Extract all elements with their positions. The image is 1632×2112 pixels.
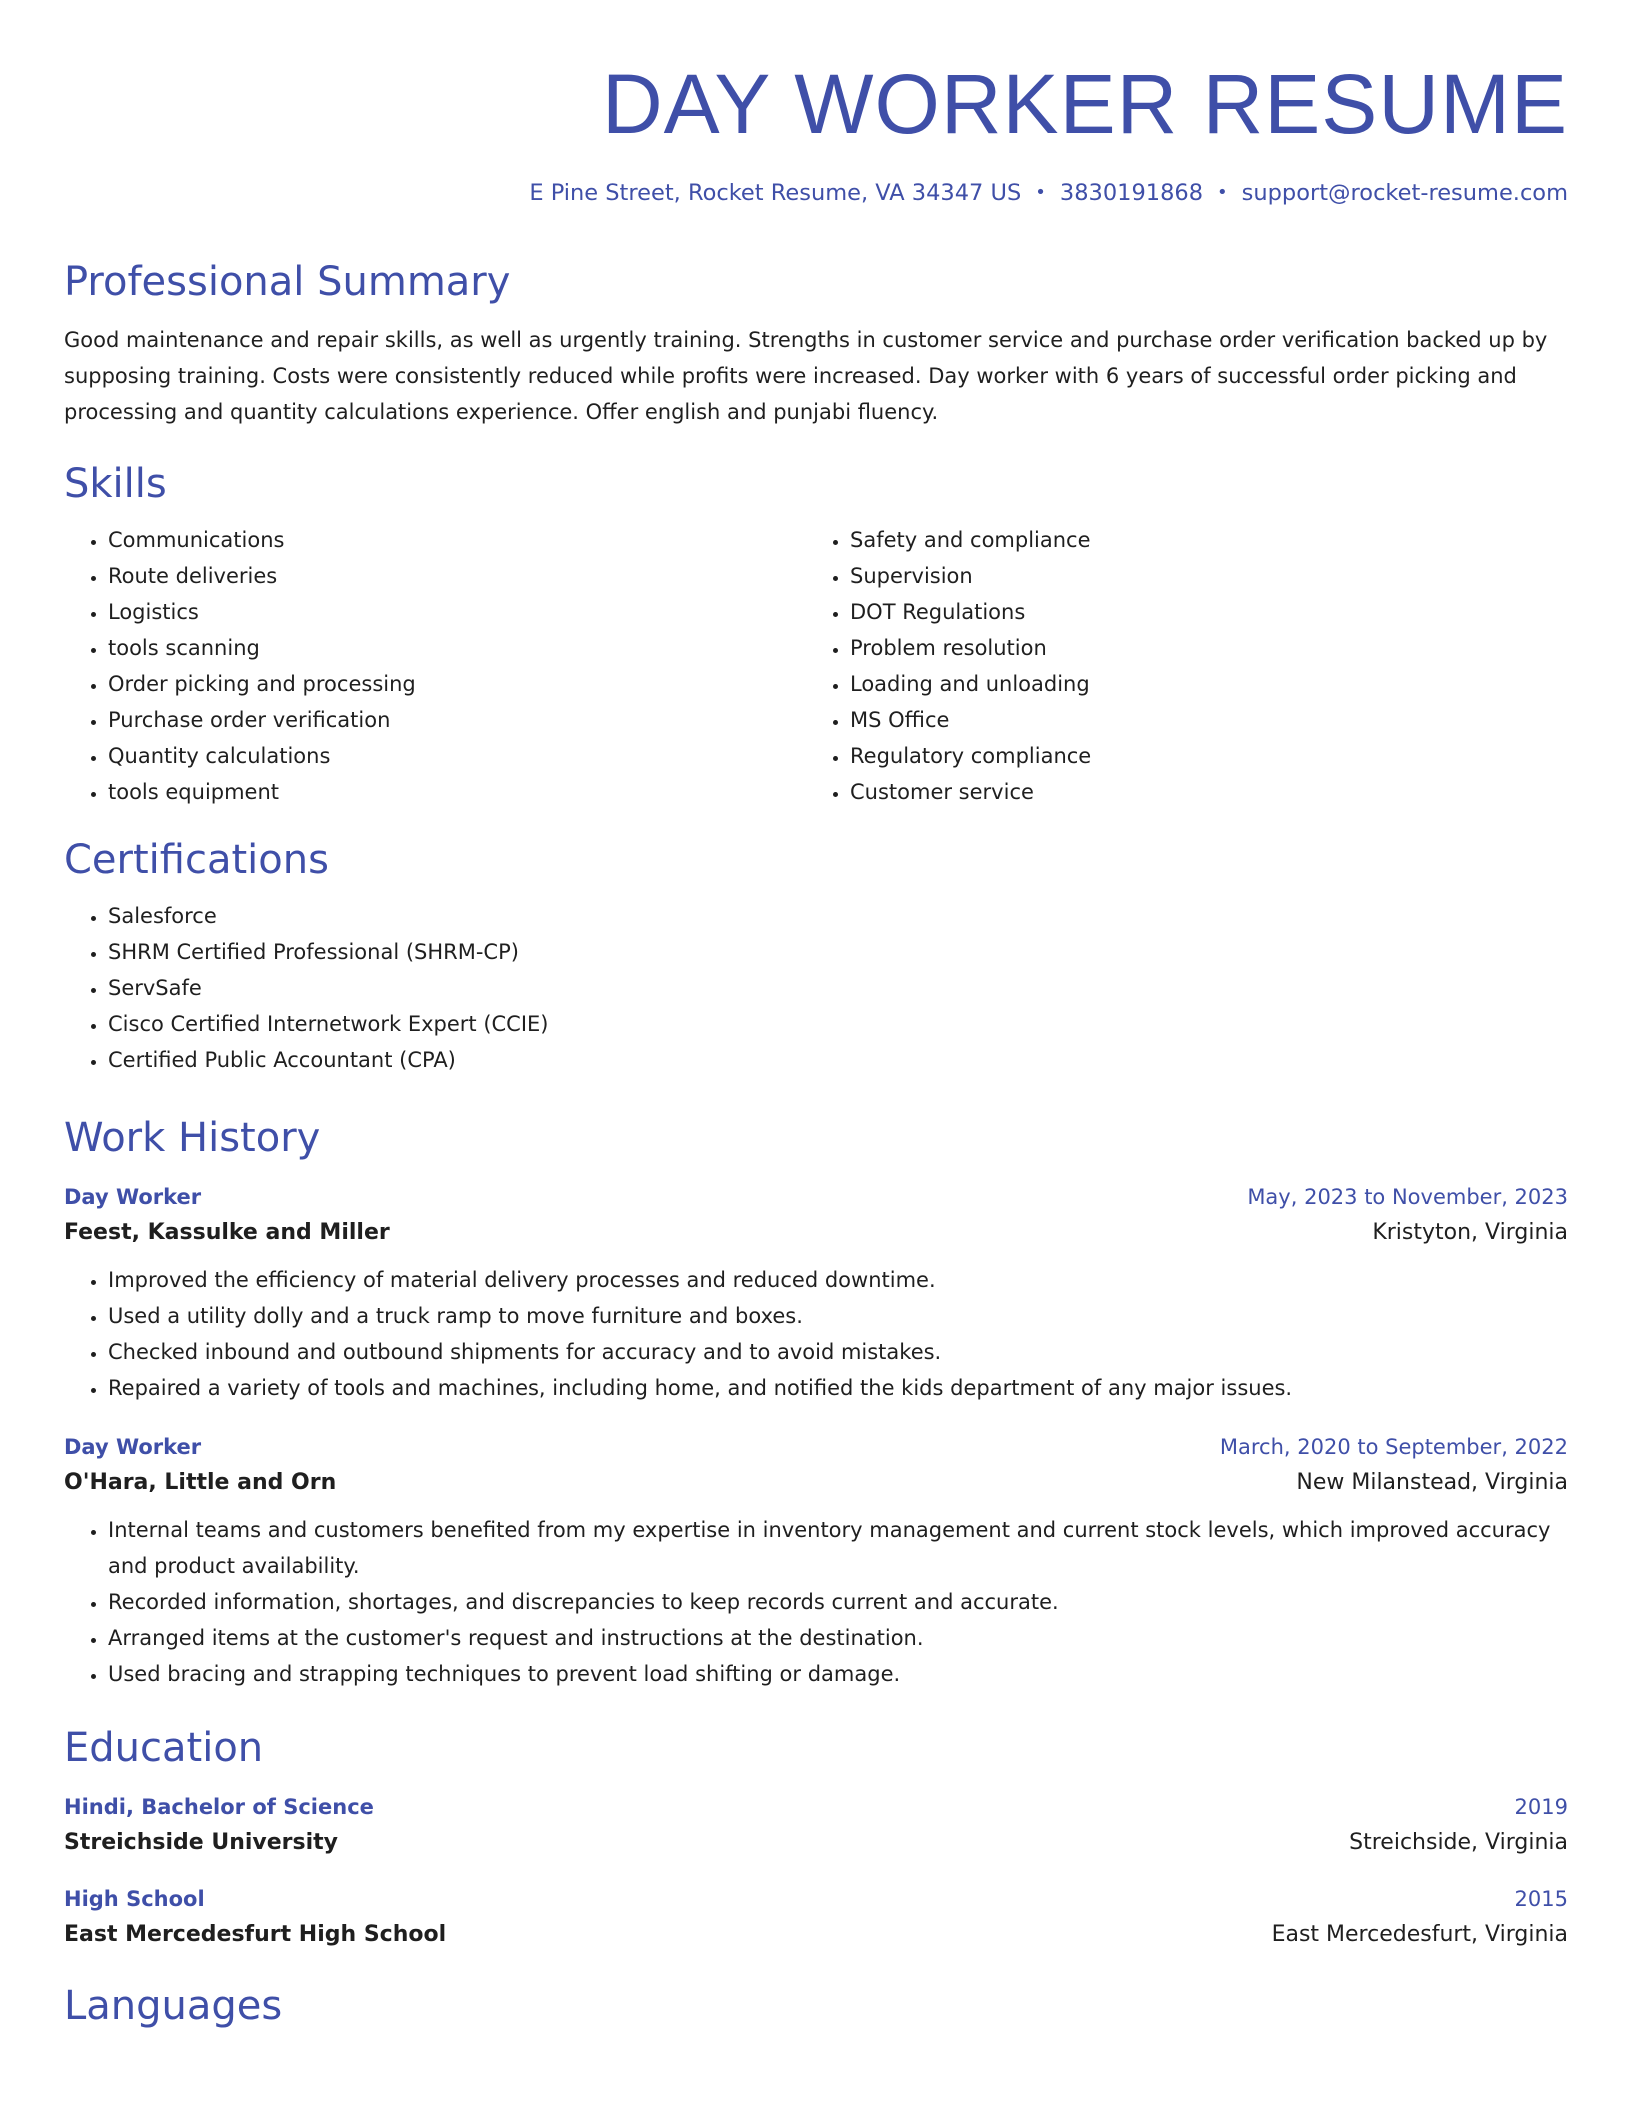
skill-item: • Regulatory compliance xyxy=(850,738,1548,774)
skill-item: • MS Office xyxy=(850,702,1548,738)
job-company: Feest, Kassulke and Miller xyxy=(64,1220,390,1245)
job-bullet: • Improved the efficiency of material delivery processes and reduced downtime. xyxy=(108,1262,1568,1298)
job-bullet: • Recorded information, shortages, and discrepancies to keep records current and accurate. xyxy=(108,1584,1568,1620)
job-bullet: • Used a utility dolly and a truck ramp to move furniture and boxes. xyxy=(108,1298,1568,1334)
summary-heading: Professional Summary xyxy=(64,259,511,305)
skill-item: • Purchase order verification xyxy=(108,702,806,738)
education-location: East Mercedesfurt, Virginia xyxy=(1271,1922,1568,1947)
job-dates: May, 2023 to November, 2023 xyxy=(1247,1185,1568,1209)
skill-item: • Supervision xyxy=(850,558,1548,594)
contact-separator: • xyxy=(1217,182,1228,203)
education-header-row xyxy=(64,1882,1568,1916)
skill-item: • Communications xyxy=(108,522,806,558)
skill-item: • Problem resolution xyxy=(850,630,1548,666)
education-heading: Education xyxy=(64,1725,264,1771)
skill-item: • tools scanning xyxy=(108,630,806,666)
education-year: 2015 xyxy=(1514,1887,1568,1911)
skill-item: • DOT Regulations xyxy=(850,594,1548,630)
job-entry xyxy=(64,1430,1568,1692)
skill-item: • Route deliveries xyxy=(108,558,806,594)
job-bullet: • Used bracing and strapping techniques to prevent load shifting or damage. xyxy=(108,1656,1568,1692)
job-bullet: • Repaired a variety of tools and machines, including home, and notified the kids department of any major issues. xyxy=(108,1370,1568,1406)
skill-item: • Customer service xyxy=(850,774,1548,810)
languages-heading: Languages xyxy=(64,1983,283,2029)
education-header-row xyxy=(64,1790,1568,1824)
job-bullets xyxy=(64,1262,1568,1406)
resume-title: DAY WORKER RESUME xyxy=(601,57,1568,151)
certification-item: • Certified Public Accountant (CPA) xyxy=(108,1042,1568,1078)
job-location: New Milanstead, Virginia xyxy=(1296,1470,1568,1495)
education-entry xyxy=(64,1790,1568,1862)
summary-text: Good maintenance and repair skills, as well as urgently training. Strengths in customer service and purchase order verification backed up by supposing training. Costs were consistently reduced while profits were increased. Day worker with 6 years of successful order picking and processing and quantity calculations experience. Offer english and punjabi fluency. xyxy=(64,328,1548,424)
job-bullets xyxy=(64,1512,1568,1692)
skill-item: • Quantity calculations xyxy=(108,738,806,774)
job-company-row xyxy=(64,1214,1568,1252)
education-school: East Mercedesfurt High School xyxy=(64,1922,447,1947)
job-bullet: • Internal teams and customers benefited from my expertise in inventory management and current stock levels, which improved accuracy and product availability. xyxy=(108,1512,1568,1584)
certifications-list xyxy=(64,898,1568,1078)
job-bullet: • Checked inbound and outbound shipments for accuracy and to avoid mistakes. xyxy=(108,1334,1568,1370)
contact-separator: • xyxy=(1035,182,1046,203)
education-location: Streichside, Virginia xyxy=(1349,1830,1568,1855)
certification-item: • Salesforce xyxy=(108,898,1568,934)
job-dates: March, 2020 to September, 2022 xyxy=(1219,1435,1568,1459)
education-school-row xyxy=(64,1824,1568,1862)
skill-item: • Order picking and processing xyxy=(108,666,806,702)
skill-item: • Logistics xyxy=(108,594,806,630)
education-degree: Hindi, Bachelor of Science xyxy=(64,1795,374,1819)
job-entry xyxy=(64,1180,1568,1406)
job-role: Day Worker xyxy=(64,1435,202,1459)
skill-item: • Loading and unloading xyxy=(850,666,1548,702)
certification-item: • SHRM Certified Professional (SHRM-CP) xyxy=(108,934,1568,970)
job-header-row xyxy=(64,1180,1568,1214)
certification-item: • Cisco Certified Internetwork Expert (CCIE) xyxy=(108,1006,1568,1042)
job-bullet: • Arranged items at the customer's request and instructions at the destination. xyxy=(108,1620,1568,1656)
education-year: 2019 xyxy=(1514,1795,1568,1819)
contact-phone[interactable]: 3830191868 xyxy=(1059,180,1204,206)
skills-list xyxy=(64,522,1568,810)
education-degree: High School xyxy=(64,1887,205,1911)
job-role: Day Worker xyxy=(64,1185,202,1209)
skills-column-right xyxy=(806,522,1548,810)
skills-heading: Skills xyxy=(64,461,167,507)
skill-item: • tools equipment xyxy=(108,774,806,810)
job-header-row xyxy=(64,1430,1568,1464)
certifications-heading: Certifications xyxy=(64,837,329,883)
contact-line xyxy=(64,178,1568,208)
job-company: O'Hara, Little and Orn xyxy=(64,1470,337,1495)
contact-email[interactable]: support@rocket-resume.com xyxy=(1241,180,1568,206)
skill-item: • Safety and compliance xyxy=(850,522,1548,558)
certification-item: • ServSafe xyxy=(108,970,1568,1006)
resume-page xyxy=(64,0,1568,2032)
work-history-heading: Work History xyxy=(64,1115,321,1161)
job-location: Kristyton, Virginia xyxy=(1372,1220,1568,1245)
skills-column-left xyxy=(64,522,806,810)
education-school: Streichside University xyxy=(64,1830,339,1855)
education-entry xyxy=(64,1882,1568,1954)
job-company-row xyxy=(64,1464,1568,1502)
contact-address: E Pine Street, Rocket Resume, VA 34347 US xyxy=(529,180,1022,206)
education-school-row xyxy=(64,1916,1568,1954)
